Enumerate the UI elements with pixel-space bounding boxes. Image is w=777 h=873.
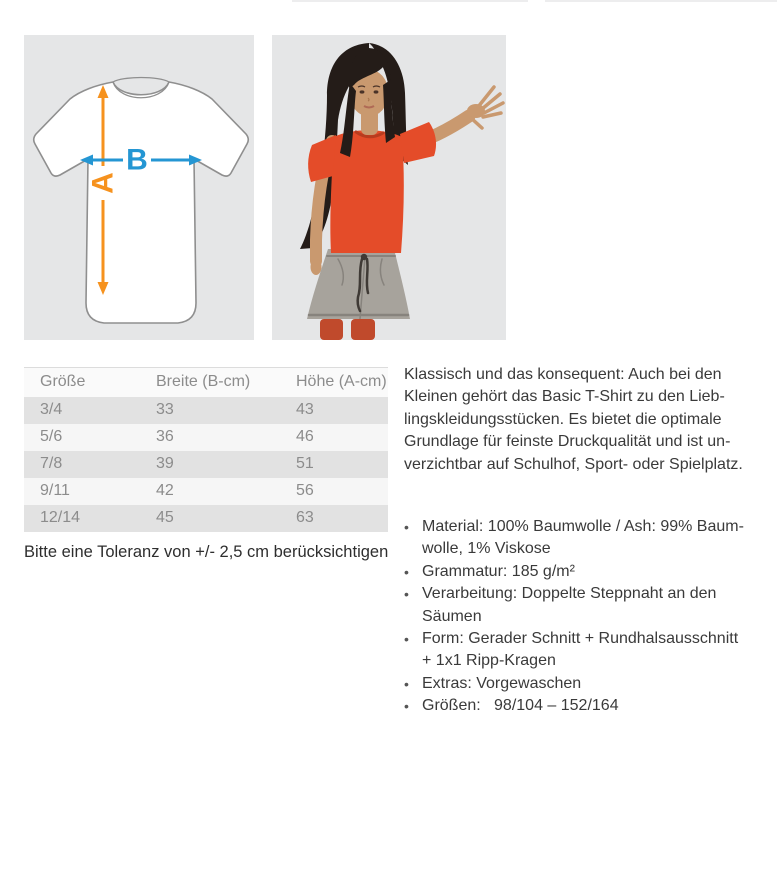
- arrow-a-label: A: [86, 172, 120, 194]
- bullet-icon: •: [404, 586, 409, 603]
- feature-line: Säumen: [422, 607, 482, 625]
- description-paragraph: [404, 364, 776, 476]
- size-table: [24, 367, 388, 532]
- feature-line: Material: 100% Baumwolle / Ash: 99% Baum-: [422, 518, 744, 536]
- description-line: verzichtbar auf Schulhof, Sport- oder Spielplatz.: [404, 455, 743, 473]
- table-header-row: [24, 368, 388, 397]
- column-header-height: Höhe (A-cm): [280, 368, 388, 397]
- feature-item-extras: [404, 673, 776, 695]
- cell-width: 42: [140, 478, 280, 505]
- cell-width: 36: [140, 424, 280, 451]
- feature-item-form: [404, 628, 776, 673]
- cell-height: 46: [280, 424, 388, 451]
- table-row: [24, 424, 388, 451]
- cell-height: 63: [280, 505, 388, 532]
- description-line: Kleinen gehört das Basic T-Shirt zu den Lieb-: [404, 388, 725, 406]
- tshirt-outline-icon: [34, 78, 249, 324]
- table-row: [24, 478, 388, 505]
- column-header-size: Größe: [24, 368, 140, 397]
- arrow-b-label: B: [126, 143, 148, 177]
- cell-size: 3/4: [24, 397, 140, 424]
- cell-height: 43: [280, 397, 388, 424]
- tolerance-note: Bitte eine Toleranz von +/- 2,5 cm berücksichtigen: [24, 543, 389, 561]
- tshirt-measurement-diagram: [24, 35, 254, 340]
- description-line: lingskleidungsstücken. Es bietet die optimale: [404, 410, 722, 428]
- cell-height: 56: [280, 478, 388, 505]
- feature-line: + 1x1 Ripp-Kragen: [422, 652, 556, 670]
- table-row: [24, 505, 388, 532]
- feature-line: Verarbeitung: Doppelte Steppnaht an den: [422, 585, 717, 603]
- top-edge-divider-right: [545, 0, 777, 2]
- bullet-icon: •: [404, 563, 409, 580]
- bullet-icon: •: [404, 519, 409, 536]
- cell-size: 5/6: [24, 424, 140, 451]
- table-row: [24, 397, 388, 424]
- feature-line: Extras: Vorgewaschen: [422, 674, 582, 692]
- feature-item-groessen: [404, 695, 776, 717]
- size-diagram-panel: [24, 35, 254, 340]
- cell-width: 45: [140, 505, 280, 532]
- cell-height: 51: [280, 451, 388, 478]
- table-row: [24, 451, 388, 478]
- cell-width: 39: [140, 451, 280, 478]
- description-line: Klassisch und das konsequent: Auch bei den: [404, 366, 722, 383]
- bullet-icon: •: [404, 631, 409, 648]
- feature-line: Größen: 98/104 – 152/164: [422, 697, 619, 715]
- bullet-icon: •: [404, 675, 409, 692]
- feature-line: wolle, 1% Viskose: [422, 540, 551, 558]
- column-header-width: Breite (B-cm): [140, 368, 280, 397]
- cell-size: 9/11: [24, 478, 140, 505]
- bullet-icon: •: [404, 698, 409, 715]
- top-edge-divider-left: [292, 0, 528, 2]
- cell-width: 33: [140, 397, 280, 424]
- product-photo-panel: [272, 35, 506, 340]
- product-description: [404, 364, 776, 718]
- feature-item-material: [404, 516, 776, 561]
- product-features-list: [404, 516, 776, 718]
- feature-item-verarbeitung: [404, 583, 776, 628]
- cell-size: 7/8: [24, 451, 140, 478]
- cell-size: 12/14: [24, 505, 140, 532]
- description-line: Grundlage für feinste Druckqualität und ist un-: [404, 433, 731, 451]
- girl-model-photo: [272, 35, 506, 340]
- feature-line: Form: Gerader Schnitt + Rundhalsausschnitt: [422, 630, 739, 648]
- feature-line: Grammatur: 185 g/m²: [422, 562, 575, 580]
- feature-item-grammatur: [404, 561, 776, 583]
